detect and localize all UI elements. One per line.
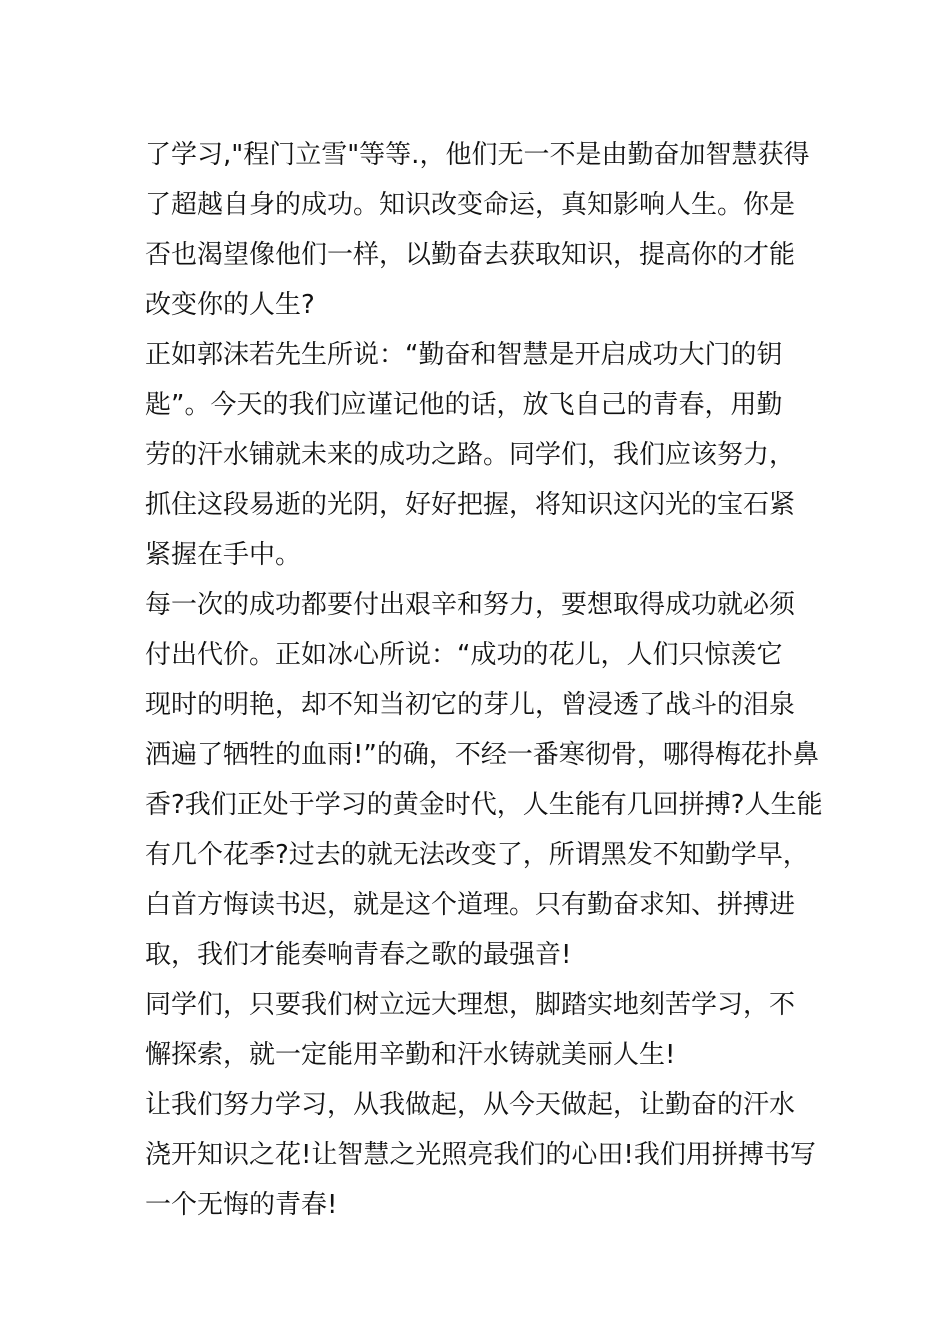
text-line: 白首方悔读书迟，就是这个道理。只有勤奋求知、拼搏进 <box>145 890 796 920</box>
text-line: 否也渴望像他们一样，以勤奋去获取知识，提高你的才能 <box>145 240 796 270</box>
text-line: 付出代价。正如冰心所说：“成功的花儿，人们只惊羡它 <box>145 640 783 670</box>
text-line: 有几个花季?过去的就无法改变了，所谓黑发不知勤学早， <box>145 840 809 870</box>
text-line: 抓住这段易逝的光阴，好好把握，将知识这闪光的宝石紧 <box>145 490 796 520</box>
text-line: 了超越自身的成功。知识改变命运，真知影响人生。你是 <box>145 190 796 220</box>
text-line: 了学习,"程门立雪"等等.，他们无一不是由勤奋加智慧获得 <box>145 140 810 170</box>
text-line: 香?我们正处于学习的黄金时代，人生能有几回拼搏?人生能 <box>145 790 823 820</box>
text-line: 现时的明艳，却不知当初它的芽儿，曾浸透了战斗的泪泉 <box>145 690 796 720</box>
text-line: 正如郭沫若先生所说：“勤奋和智慧是开启成功大门的钥 <box>145 340 783 370</box>
text-line: 洒遍了牺牲的血雨!”的确，不经一番寒彻骨，哪得梅花扑鼻 <box>145 740 819 770</box>
text-line: 紧握在手中。 <box>145 540 302 570</box>
text-line: 匙”。今天的我们应谨记他的话，放飞自己的青春，用勤 <box>145 390 783 420</box>
text-line: 取，我们才能奏响青春之歌的最强音! <box>145 940 572 970</box>
text-line: 劳的汗水铺就未来的成功之路。同学们，我们应该努力， <box>145 440 796 470</box>
document-body <box>145 130 823 1230</box>
text-line: 同学们，只要我们树立远大理想，脚踏实地刻苦学习，不 <box>145 990 796 1020</box>
text-line: 每一次的成功都要付出艰辛和努力，要想取得成功就必须 <box>145 590 796 620</box>
text-line: 懈探索，就一定能用辛勤和汗水铸就美丽人生! <box>145 1040 676 1070</box>
text-line: 一个无悔的青春! <box>145 1190 338 1220</box>
text-line: 让我们努力学习，从我做起，从今天做起，让勤奋的汗水 <box>145 1090 796 1120</box>
text-line: 改变你的人生? <box>145 290 315 320</box>
text-line: 浇开知识之花!让智慧之光照亮我们的心田!我们用拼搏书写 <box>145 1140 816 1170</box>
